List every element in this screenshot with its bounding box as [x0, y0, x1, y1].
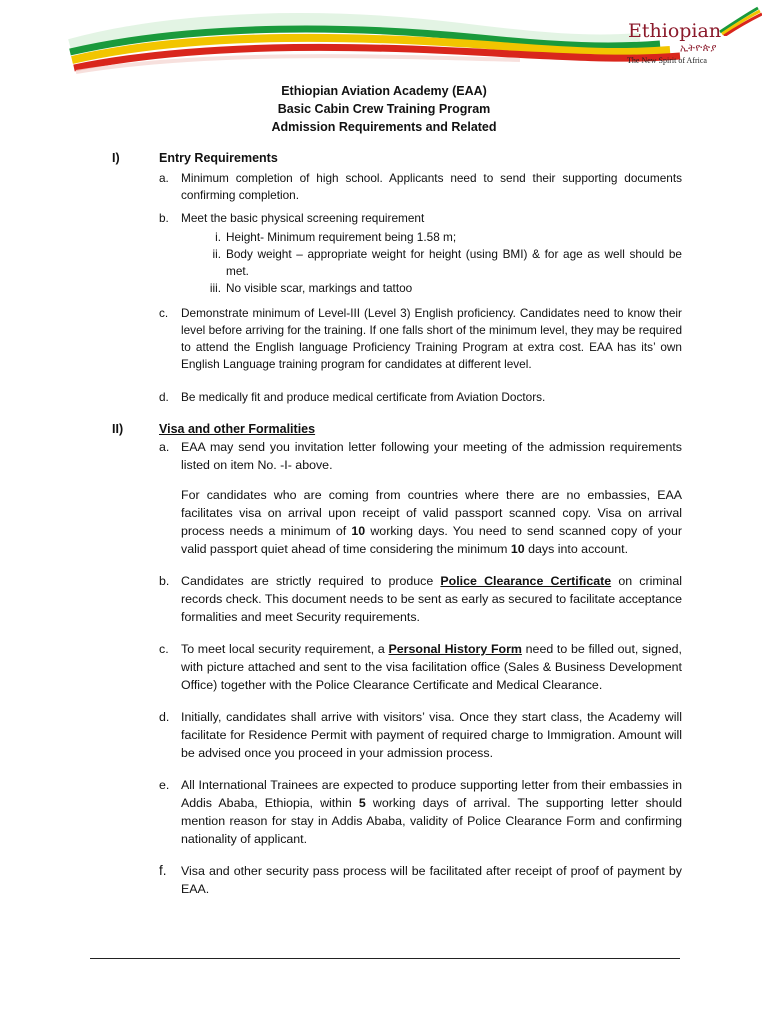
item-bold: 5: [358, 796, 366, 810]
item-text: need to be filled out, signed, with picture attached and sent to the visa facilitation office (Sales & Business Development Office) together with the Police Clearance Certificate and Medical Clearance.: [181, 642, 682, 692]
item-text: on criminal records check. This document needs to be sent as early as secured to facilitate acceptance formalities and meet Security requirements.: [181, 574, 682, 624]
document-title: [0, 82, 768, 136]
list-item: [159, 572, 682, 626]
section-number: II): [112, 422, 124, 436]
item-text: Candidates are strictly required to produce: [181, 574, 441, 588]
sub-list-item: [209, 246, 682, 280]
title-line-3: Admission Requirements and Related: [271, 120, 497, 134]
item-label: f.: [159, 863, 167, 878]
item-label: a.: [159, 440, 170, 454]
paragraph-bold: 10: [351, 524, 366, 538]
visa-on-arrival-paragraph: [181, 486, 682, 558]
item-text: working days of arrival. The supporting letter should mention reason for stay in Addis Ababa, validity of Police Clearance Form and confirming nationality of applicant.: [181, 796, 682, 846]
police-clearance-certificate-link: Police Clearance Certificate: [440, 574, 612, 588]
item-label: e.: [159, 778, 170, 792]
item-text: Minimum completion of high school. Applicants need to send their supporting documents confirming completion.: [181, 171, 682, 202]
document-body: [112, 150, 682, 904]
sub-list-item: [209, 229, 682, 246]
sub-list: [112, 229, 682, 297]
item-text: Demonstrate minimum of Level-III (Level 3) English proficiency. Candidates need to know their level before arriving for the training. If one falls short of the minimum level, they may be required to attend the English language Proficiency Training Program at extra cost. EAA has its’ own English Language training program for candidates at different level.: [181, 306, 682, 371]
list-item: [159, 708, 682, 762]
list-item: [159, 210, 682, 227]
list-item: [159, 640, 682, 694]
list-item: [159, 862, 682, 898]
sub-item-label: iii.: [209, 281, 221, 295]
item-label: d.: [159, 390, 169, 404]
item-label: c.: [159, 306, 169, 320]
logo-amharic-script: ኢትዮጵያ: [680, 43, 717, 54]
item-text: EAA may send you invitation letter following your meeting of the admission requirements listed on item No. -I- above.: [181, 440, 682, 472]
paragraph-text: days into account.: [524, 542, 629, 556]
section-visa-formalities: [112, 420, 682, 898]
list-item: [159, 776, 682, 848]
section-entry-requirements: [112, 150, 682, 406]
sub-item-label: ii.: [212, 247, 221, 261]
logo-tagline: The New Spirit of Africa: [627, 56, 707, 65]
title-line-1: Ethiopian Aviation Academy (EAA): [281, 84, 487, 98]
section-title: Visa and other Formalities: [159, 422, 316, 436]
list-item: [159, 438, 682, 474]
sub-list-item: [209, 280, 682, 297]
paragraph-text: For candidates who are coming from countries where there are no embassies, EAA facilitates visa on arrival upon receipt of valid passport scanned copy. Visa on arrival process needs a minimum of: [181, 488, 682, 538]
footer-divider: [90, 958, 680, 959]
list-item: [159, 170, 682, 204]
sub-item-text: Body weight – appropriate weight for height (using BMI) & for age as well should be met.: [226, 247, 682, 278]
item-text: To meet local security requirement, a: [181, 642, 389, 656]
section-number: I): [112, 151, 120, 165]
item-label: b.: [159, 211, 169, 225]
personal-history-form-link: Personal History Form: [388, 642, 522, 656]
list-item: [159, 305, 682, 373]
item-text: Meet the basic physical screening requirement: [181, 211, 425, 225]
item-text: Be medically fit and produce medical certificate from Aviation Doctors.: [181, 390, 546, 404]
logo-swoosh-icon: [718, 6, 762, 36]
logo-name: Ethiopian: [628, 20, 722, 42]
item-text: Visa and other security pass process will be facilitated after receipt of proof of payment by EAA.: [181, 864, 682, 896]
sub-item-label: i.: [215, 230, 221, 244]
sub-item-text: Height- Minimum requirement being 1.58 m;: [226, 230, 457, 244]
title-line-2: Basic Cabin Crew Training Program: [277, 102, 491, 116]
section-title: Entry Requirements: [159, 151, 278, 165]
paragraph-text: working days. You need to send scanned copy of your valid passport quiet ahead of time considering the minimum: [181, 524, 682, 556]
list-item: [159, 389, 682, 406]
item-text: All International Trainees are expected to produce supporting letter from their embassies in Addis Ababa, Ethiopia, within: [181, 778, 682, 810]
item-text: Initially, candidates shall arrive with visitors’ visa. Once they start class, the Academy will facilitate for Residence Permit with payment of required charge to Immigration. Amount will be advised once you proceed in your admission process.: [181, 710, 682, 760]
item-label: b.: [159, 574, 170, 588]
sub-item-text: No visible scar, markings and tattoo: [226, 281, 413, 295]
ethiopian-airlines-logo: [622, 6, 762, 68]
item-label: a.: [159, 171, 169, 185]
item-label: c.: [159, 642, 169, 656]
paragraph-bold: 10: [510, 542, 525, 556]
item-label: d.: [159, 710, 170, 724]
